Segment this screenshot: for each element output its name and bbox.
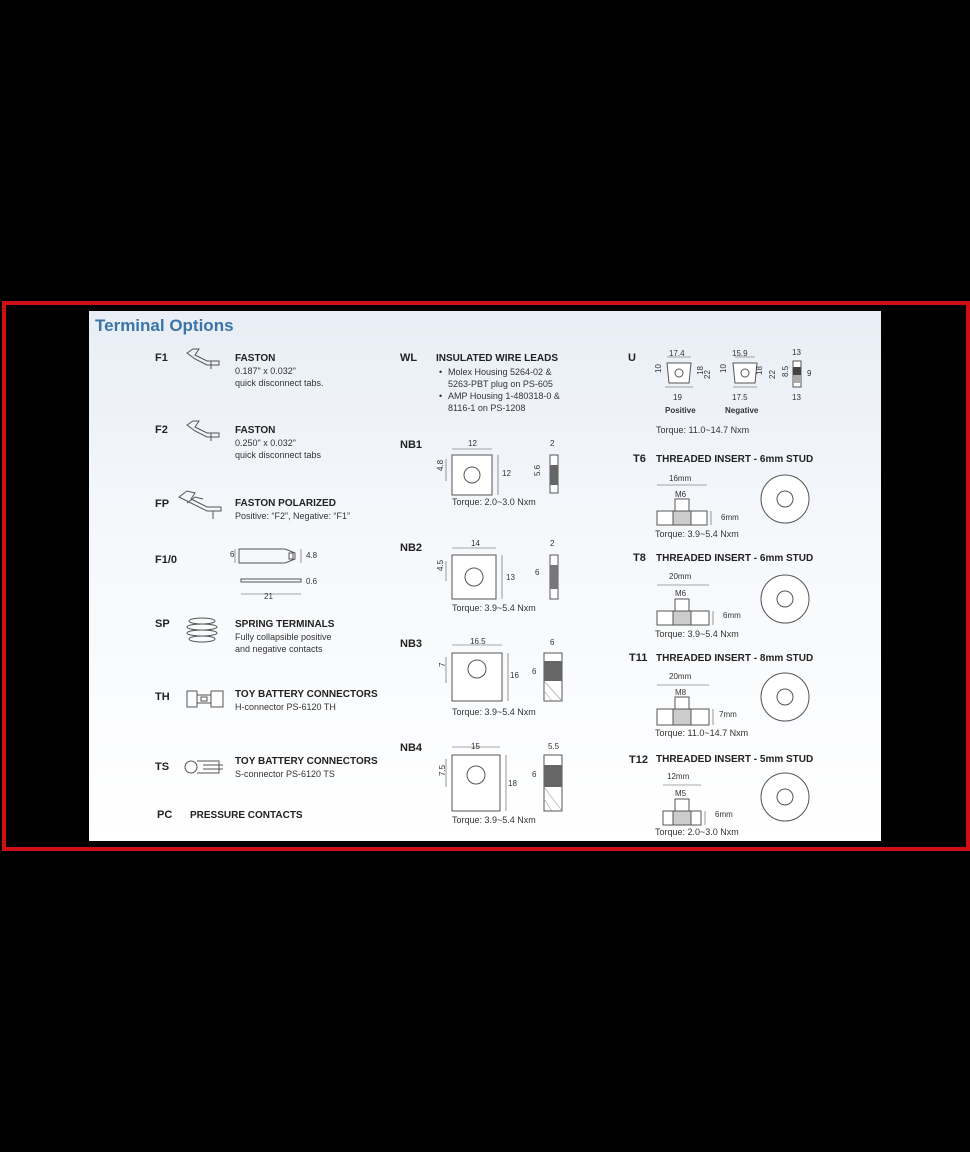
nb1-height-right: 12 bbox=[502, 469, 511, 478]
u-side-top: 13 bbox=[792, 348, 801, 357]
t12-stud: M5 bbox=[675, 789, 687, 798]
desc-th: H-connector PS-6120 TH bbox=[235, 702, 336, 712]
code-fp: FP bbox=[155, 498, 170, 510]
nb3-height-right: 16 bbox=[510, 671, 519, 680]
dim-f1-0-length: 21 bbox=[264, 592, 273, 601]
u-negative-label: Negative bbox=[725, 406, 759, 415]
u-negative-r2: 22 bbox=[768, 370, 777, 379]
u-positive-left: 10 bbox=[654, 364, 663, 373]
desc-sp-line1: Fully collapsible positive bbox=[235, 632, 332, 642]
u-negative-top: 15.9 bbox=[732, 349, 748, 358]
code-t11: T11 bbox=[629, 652, 648, 664]
code-th: TH bbox=[155, 691, 170, 703]
nb1-height-left: 4.8 bbox=[436, 459, 445, 471]
t6-width: 16mm bbox=[669, 474, 692, 483]
code-t6: T6 bbox=[633, 453, 646, 465]
wl-bullet-1-line1: • Molex Housing 5264-02 & bbox=[448, 366, 552, 378]
desc-f2-line2: quick disconnect tabs bbox=[235, 450, 322, 460]
nut-bolt-drawing bbox=[434, 639, 569, 705]
nb2-width: 14 bbox=[471, 539, 480, 548]
u-positive-top: 17.4 bbox=[669, 349, 685, 358]
desc-f1-line1: 0.187" x 0.032" bbox=[235, 366, 296, 376]
desc-ts: S-connector PS-6120 TS bbox=[235, 769, 335, 779]
dim-f1-0-width: 6 bbox=[230, 550, 235, 559]
desc-fp: Positive: “F2”, Negative: “F1” bbox=[235, 511, 351, 521]
t12-depth: 6mm bbox=[715, 810, 733, 819]
u-negative-left: 10 bbox=[719, 364, 728, 373]
u-torque: Torque: 11.0~14.7 Nxm bbox=[656, 425, 750, 435]
u-positive-label: Positive bbox=[665, 406, 696, 415]
wl-bullet-1-line2: 5263-PBT plug on PS-605 bbox=[448, 379, 553, 389]
faston-tab-icon bbox=[185, 419, 221, 443]
name-f1: FASTON bbox=[235, 353, 276, 364]
u-side-b: 9 bbox=[807, 369, 812, 378]
name-ts: TOY BATTERY CONNECTORS bbox=[235, 756, 378, 767]
s-connector-icon bbox=[183, 755, 225, 779]
name-t11: THREADED INSERT - 8mm STUD bbox=[656, 653, 814, 664]
nb1-torque: Torque: 2.0~3.0 Nxm bbox=[452, 497, 536, 507]
t8-depth: 6mm bbox=[723, 611, 741, 620]
nb2-side-width: 2 bbox=[550, 539, 555, 548]
nb3-torque: Torque: 3.9~5.4 Nxm bbox=[452, 707, 536, 717]
nb3-side-height: 6 bbox=[532, 667, 537, 676]
wl-bullet-2-line1: • AMP Housing 1-480318-0 & bbox=[448, 390, 560, 402]
u-negative-r1: 18 bbox=[755, 366, 764, 375]
code-u: U bbox=[628, 352, 636, 364]
u-positive-r2: 22 bbox=[703, 370, 712, 379]
faston-polarized-icon bbox=[177, 489, 225, 521]
name-t12: THREADED INSERT - 5mm STUD bbox=[656, 754, 814, 765]
u-side-a: 8.5 bbox=[781, 365, 790, 377]
nb3-side-width: 6 bbox=[550, 638, 555, 647]
nb4-side-height: 6 bbox=[532, 770, 537, 779]
page-title: Terminal Options bbox=[95, 316, 234, 335]
desc-f2-line1: 0.250" x 0.032" bbox=[235, 438, 296, 448]
t11-torque: Torque: 11.0~14.7 Nxm bbox=[655, 728, 749, 738]
nb3-height-left: 7 bbox=[438, 662, 447, 667]
nb2-side-height: 6 bbox=[535, 568, 540, 577]
nut-bolt-drawing bbox=[434, 741, 569, 815]
nb3-width: 16.5 bbox=[470, 637, 486, 646]
nut-bolt-drawing bbox=[434, 543, 564, 603]
faston-tab-icon bbox=[185, 347, 221, 371]
u-negative-bottom: 17.5 bbox=[732, 393, 748, 402]
dim-f1-0-thickness: 0.6 bbox=[306, 577, 318, 586]
t8-width: 20mm bbox=[669, 572, 692, 581]
code-nb2: NB2 bbox=[400, 542, 423, 554]
desc-sp-line2: and negative contacts bbox=[235, 644, 323, 654]
t6-stud: M6 bbox=[675, 490, 687, 499]
name-pc: PRESSURE CONTACTS bbox=[190, 810, 303, 821]
nut-bolt-drawing bbox=[434, 445, 564, 501]
code-pc: PC bbox=[157, 809, 173, 821]
code-nb1: NB1 bbox=[400, 439, 423, 451]
t12-torque: Torque: 2.0~3.0 Nxm bbox=[655, 827, 739, 837]
nb1-width: 12 bbox=[468, 439, 477, 448]
code-t8: T8 bbox=[633, 552, 646, 564]
t8-stud: M6 bbox=[675, 589, 687, 598]
t11-depth: 7mm bbox=[719, 710, 737, 719]
code-ts: TS bbox=[155, 761, 170, 773]
nb4-height-right: 18 bbox=[508, 779, 517, 788]
code-f2: F2 bbox=[155, 424, 168, 436]
nb2-height-right: 13 bbox=[506, 573, 515, 582]
name-t6: THREADED INSERT - 6mm STUD bbox=[656, 454, 814, 465]
t12-width: 12mm bbox=[667, 772, 690, 781]
name-t8: THREADED INSERT - 6mm STUD bbox=[656, 553, 814, 564]
t6-depth: 6mm bbox=[721, 513, 739, 522]
nb4-width: 15 bbox=[471, 742, 480, 751]
nb4-height-left: 7.5 bbox=[438, 764, 447, 776]
u-positive-bottom: 19 bbox=[673, 393, 682, 402]
desc-f1-line2: quick disconnect tabs. bbox=[235, 378, 324, 388]
terminal-options-sheet bbox=[89, 311, 881, 841]
code-f1-0: F1/0 bbox=[155, 554, 178, 566]
t8-torque: Torque: 3.9~5.4 Nxm bbox=[655, 629, 739, 639]
code-t12: T12 bbox=[629, 754, 648, 766]
t11-stud: M8 bbox=[675, 688, 687, 697]
code-nb3: NB3 bbox=[400, 638, 423, 650]
t6-torque: Torque: 3.9~5.4 Nxm bbox=[655, 529, 739, 539]
name-fp: FASTON POLARIZED bbox=[235, 498, 336, 509]
spring-coil-icon bbox=[185, 617, 219, 643]
wl-bullet-2-line2: 8116-1 on PS-1208 bbox=[448, 403, 526, 413]
nb2-height-left: 4.5 bbox=[436, 559, 445, 571]
code-sp: SP bbox=[155, 618, 170, 630]
nb1-side-height: 5.6 bbox=[533, 464, 542, 476]
dim-f1-0-height: 4.8 bbox=[306, 551, 318, 560]
code-nb4: NB4 bbox=[400, 742, 423, 754]
code-f1: F1 bbox=[155, 352, 168, 364]
t11-width: 20mm bbox=[669, 672, 692, 681]
name-sp: SPRING TERMINALS bbox=[235, 619, 335, 630]
name-th: TOY BATTERY CONNECTORS bbox=[235, 689, 378, 700]
nb4-side-width: 5.5 bbox=[548, 742, 560, 751]
name-wl: INSULATED WIRE LEADS bbox=[436, 353, 559, 364]
code-wl: WL bbox=[400, 352, 418, 364]
nb4-torque: Torque: 3.9~5.4 Nxm bbox=[452, 815, 536, 825]
name-f2: FASTON bbox=[235, 425, 276, 436]
nb1-side-width: 2 bbox=[550, 439, 555, 448]
nb2-torque: Torque: 3.9~5.4 Nxm bbox=[452, 603, 536, 613]
u-side-bottom: 13 bbox=[792, 393, 801, 402]
u-positive-r1: 18 bbox=[696, 366, 705, 375]
h-connector-icon bbox=[185, 687, 227, 711]
